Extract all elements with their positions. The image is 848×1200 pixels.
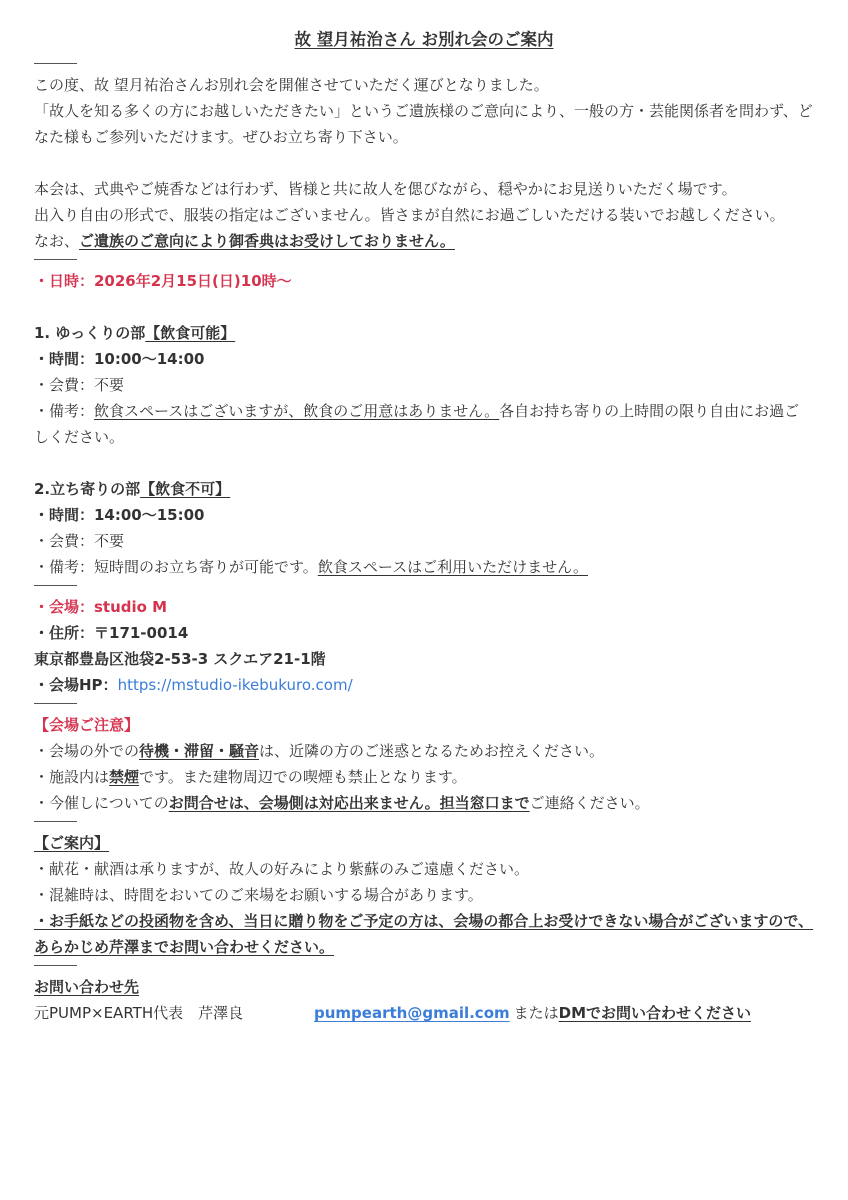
contact-or: または bbox=[513, 1004, 559, 1022]
part2-tag: 【飲食不可】 bbox=[140, 480, 231, 498]
divider bbox=[34, 585, 77, 586]
guide-line-2: ・混雑時は、時間をおいてのご来場をお願いする場合があります。 bbox=[34, 886, 483, 904]
intro-paragraph-1: この度、故 望月祐治さんお別れ会を開催させていただく運びとなりました。 bbox=[34, 76, 549, 94]
contact-email-link[interactable]: pumpearth@gmail.com bbox=[314, 1004, 510, 1022]
part1-time: ・時間：10:00〜14:00 bbox=[34, 350, 205, 368]
caution-l3-rest: ご連絡ください。 bbox=[529, 794, 650, 812]
part1-note-rest: 各自お持ち寄りの上時間の限り自由にお過ごしください。 bbox=[34, 402, 800, 446]
intro-p5-prefix: なお、 bbox=[34, 232, 80, 250]
caution-l2-emph: 禁煙 bbox=[109, 768, 140, 786]
caution-l1-emph: 待機・滞留・騒音 bbox=[139, 742, 260, 760]
part1-note-prefix: ・備考： bbox=[34, 402, 95, 420]
divider bbox=[34, 259, 77, 260]
venue-address-label: ・住所：〒171-0014 bbox=[34, 624, 189, 642]
caution-line-2 bbox=[34, 764, 814, 790]
divider bbox=[34, 63, 77, 64]
part1-note bbox=[34, 398, 814, 450]
guide-heading: 【ご案内】 bbox=[34, 834, 110, 852]
divider bbox=[34, 965, 77, 966]
page-title: 故 望月祐治さん お別れ会のご案内 bbox=[294, 30, 554, 49]
caution-heading: 【会場ご注意】 bbox=[34, 716, 140, 734]
caution-l1-prefix: ・会場の外での bbox=[34, 742, 140, 760]
guide-line-1: ・献花・献酒は承りますが、故人の好みにより紫蘇のみご遠慮ください。 bbox=[34, 860, 530, 878]
venue-hp-link[interactable]: https://mstudio-ikebukuro.com/ bbox=[117, 676, 353, 694]
caution-line-3 bbox=[34, 790, 814, 816]
part2-heading bbox=[34, 476, 814, 502]
venue-address: 東京都豊島区池袋2-53-3 スクエア21-1階 bbox=[34, 650, 326, 668]
part1-fee: ・会費：不要 bbox=[34, 376, 125, 394]
venue-hp-label: ・会場HP： bbox=[34, 676, 118, 694]
part1-heading bbox=[34, 320, 814, 346]
divider bbox=[34, 821, 77, 822]
caution-section bbox=[34, 712, 814, 816]
guide-section bbox=[34, 830, 814, 960]
no-condolence-money-note: ご遺族のご意向により御香典はお受けしておりません。 bbox=[79, 232, 455, 250]
part2-note bbox=[34, 554, 814, 580]
contact-heading: お問い合わせ先 bbox=[34, 978, 140, 996]
part2-fee: ・会費：不要 bbox=[34, 532, 125, 550]
part1-tag: 【飲食可能】 bbox=[145, 324, 236, 342]
caution-l2-prefix: ・施設内は bbox=[34, 768, 110, 786]
event-date: ・日時：2026年2月15日(日)10時〜 bbox=[34, 272, 292, 290]
contact-section bbox=[34, 974, 814, 1026]
part2-note-prefix: ・備考：短時間のお立ち寄りが可能です。 bbox=[34, 558, 318, 576]
intro-section bbox=[34, 72, 814, 254]
venue-name: ・会場：studio M bbox=[34, 598, 168, 616]
intro-paragraph-4: 出入り自由の形式で、服装の指定はございません。皆さまが自然にお過ごしいただける装いでお越しください。 bbox=[34, 206, 785, 224]
caution-l2-rest: です。また建物周辺での喫煙も禁止となります。 bbox=[139, 768, 467, 786]
intro-paragraph-5 bbox=[34, 228, 814, 254]
venue-section bbox=[34, 594, 814, 698]
divider bbox=[34, 703, 77, 704]
part1-note-emph: 飲食スペースはございますが、飲食のご用意はありません。 bbox=[94, 402, 500, 420]
part2-section bbox=[34, 476, 814, 580]
intro-paragraph-3: 本会は、式典やご焼香などは行わず、皆様と共に故人を偲びながら、穏やかにお見送りいただく場です。 bbox=[34, 180, 737, 198]
guide-line-3: ・お手紙などの投函物を含め、当日に贈り物をご予定の方は、会場の都合上お受けできない場合がございますので、あらかじめ芹澤までお問い合わせください。 bbox=[34, 912, 814, 956]
part2-note-emph: 飲食スペースはご利用いただけません。 bbox=[317, 558, 588, 576]
part2-time: ・時間：14:00〜15:00 bbox=[34, 506, 205, 524]
caution-l3-emph: お問合せは、会場側は対応出来ません。担当窓口まで bbox=[168, 794, 530, 812]
part2-title: 2.立ち寄りの部 bbox=[34, 480, 141, 498]
caution-line-1 bbox=[34, 738, 814, 764]
part1-section bbox=[34, 320, 814, 450]
intro-paragraph-2: 「故人を知る多くの方にお越しいただきたい」というご遺族様のご意向により、一般の方・芸能関係者を問わず、どなた様もご参列いただけます。ぜひお立ち寄り下さい。 bbox=[34, 102, 813, 146]
contact-dm: DMでお問い合わせください bbox=[558, 1004, 752, 1022]
venue-hp bbox=[34, 672, 814, 698]
part1-title: 1. ゆっくりの部 bbox=[34, 324, 146, 342]
caution-l1-rest: は、近隣の方のご迷惑となるためお控えください。 bbox=[259, 742, 605, 760]
caution-l3-prefix: ・今催しについての bbox=[34, 794, 169, 812]
contact-name: 元PUMP×EARTH代表 芹澤良 bbox=[34, 1004, 244, 1022]
contact-row bbox=[34, 1000, 814, 1026]
